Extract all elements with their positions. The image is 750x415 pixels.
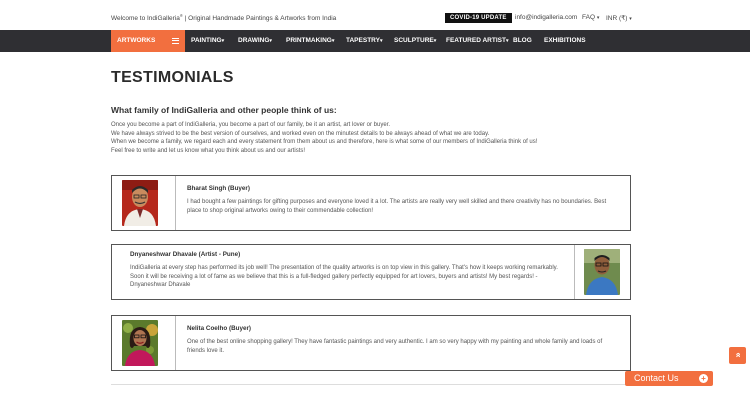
plus-icon: + xyxy=(699,374,708,383)
avatar xyxy=(122,180,158,226)
testimonial-name: Nelita Coelho (Buyer) xyxy=(187,325,252,332)
card-divider xyxy=(574,245,575,299)
registered-mark: ® xyxy=(179,13,183,18)
testimonial-name: Dnyaneshwar Dhavale (Artist - Pune) xyxy=(130,251,241,258)
avatar xyxy=(122,320,158,366)
welcome-text: Welcome to IndiGalleria xyxy=(111,15,180,23)
email-link[interactable]: info@indigalleria.com xyxy=(515,14,578,21)
nav-featured-artist[interactable] xyxy=(446,30,508,52)
testimonial-text: One of the best online shopping gallery! They have fantastic paintings and very authentic. I am so very happy with my painting and whole family and loads of friends love it. xyxy=(187,339,603,354)
nav-exhibitions[interactable] xyxy=(544,30,586,52)
intro-line: When we become a family, we regard each and every statement from them about us and therefore, here is what some of our members of IndiGalleria think of us! xyxy=(111,139,538,146)
welcome-tagline: | Original Handmade Paintings & Artworks from India xyxy=(182,15,337,23)
chevron-down-icon: ▾ xyxy=(629,16,632,22)
nav-printmaking[interactable] xyxy=(286,30,334,52)
currency-label: INR (₹) xyxy=(606,15,628,22)
man-portrait-image xyxy=(584,249,620,295)
man-portrait-image xyxy=(122,180,158,226)
nav-artworks[interactable] xyxy=(111,30,185,52)
intro-line: We have always strived to be the best version of ourselves, and worked even on the minutest details to be always ahead of what we are today. xyxy=(111,130,490,137)
nav-label: TAPESTRY xyxy=(346,37,380,44)
nav-drawing[interactable] xyxy=(238,30,272,52)
testimonial-card xyxy=(111,244,631,300)
double-chevron-up-icon: » xyxy=(732,352,743,358)
woman-portrait-image xyxy=(122,320,158,366)
covid-update-button[interactable]: COVID-19 UPDATE xyxy=(445,13,512,23)
intro-line: Once you become a part of IndiGalleria, you become a part of our family, be it an artist, art lover or buyer. xyxy=(111,122,391,128)
chevron-down-icon: ▾ xyxy=(269,38,272,44)
top-bar xyxy=(0,0,750,30)
intro-line: Feel free to write and let us know what you think about us and our artists! xyxy=(111,148,306,155)
nav-label: EXHIBITIONS xyxy=(544,37,586,44)
nav-label: SCULPTURE xyxy=(394,37,434,44)
chevron-down-icon: ▾ xyxy=(331,38,335,44)
nav-label: PRINTMAKING xyxy=(286,37,332,44)
contact-us-label: Contact Us xyxy=(634,373,679,383)
page-title: TESTIMONIALS xyxy=(111,69,234,86)
nav-painting[interactable] xyxy=(191,30,224,52)
chevron-down-icon: ▾ xyxy=(505,38,509,44)
nav-label: FEATURED ARTIST xyxy=(446,37,506,44)
nav-label: PAINTING xyxy=(191,37,222,44)
testimonial-text: IndiGalleria at every step has performed its job well! The presentation of the quality artworks is on top view in this gallery. That's how it keeps working remarkably. Soon it will be receiving a lot of fame as we believe that this is a full-fledged gallery perfectly equipped for art lovers, buyers and artists! My best regards! - Dnyaneshwar Dhavale xyxy=(130,265,558,288)
testimonial-text: I had bought a few paintings for gifting purposes and everyone loved it a lot. The artists are really very well skilled and there creativity has no boundaries. Best place to shop original artworks owing to their commendable collection! xyxy=(187,199,607,214)
nav-artworks-label: ARTWORKS xyxy=(117,37,156,44)
main-navbar xyxy=(0,30,750,52)
card-divider xyxy=(175,176,176,230)
contact-us-button[interactable] xyxy=(625,371,713,386)
scroll-to-top-button[interactable] xyxy=(729,347,746,364)
welcome-message xyxy=(111,13,336,22)
testimonial-card xyxy=(111,315,631,371)
chevron-down-icon: ▾ xyxy=(379,38,383,44)
nav-label: BLOG xyxy=(513,37,532,44)
faq-dropdown[interactable] xyxy=(582,14,599,21)
chevron-down-icon: ▾ xyxy=(221,38,225,44)
testimonial-card xyxy=(111,175,631,231)
testimonial-name: Bharat Singh (Buyer) xyxy=(187,185,250,192)
currency-dropdown[interactable] xyxy=(606,14,632,22)
card-divider xyxy=(175,316,176,370)
nav-label: DRAWING xyxy=(238,37,270,44)
nav-tapestry[interactable] xyxy=(346,30,382,52)
nav-blog[interactable] xyxy=(513,30,532,52)
chevron-down-icon: ▾ xyxy=(596,15,600,21)
page-subtitle: What family of IndiGalleria and other people think of us: xyxy=(111,105,337,115)
faq-label: FAQ xyxy=(582,14,596,21)
nav-sculpture[interactable] xyxy=(394,30,436,52)
chevron-down-icon: ▾ xyxy=(433,38,437,44)
avatar xyxy=(584,249,620,295)
intro-text xyxy=(111,121,631,156)
footer-divider xyxy=(111,384,631,385)
menu-icon[interactable] xyxy=(172,38,179,44)
